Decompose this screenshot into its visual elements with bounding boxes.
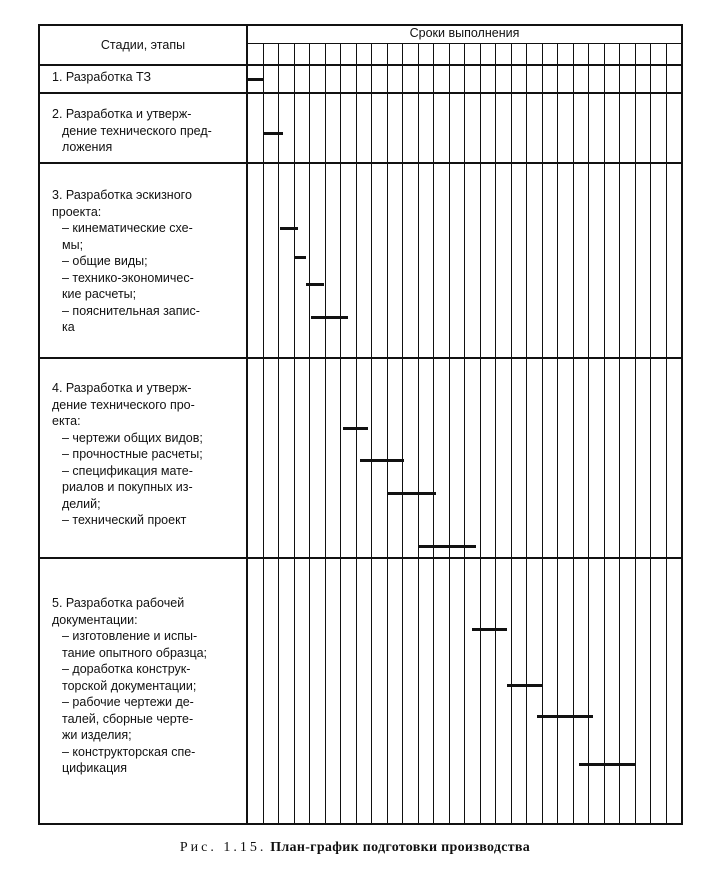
stage-4-line-9: – технический проект <box>62 513 187 527</box>
table-border-left <box>38 24 40 825</box>
stage-4-line-6: – спецификация мате- <box>62 463 193 478</box>
stage-1-text <box>52 69 151 86</box>
stage-5-line-6: торской документации; <box>62 678 197 693</box>
timeline-grid-line <box>511 44 512 823</box>
stage-4-line-5: – прочностные расчеты; <box>62 447 203 461</box>
timeline-grid-line <box>278 44 279 823</box>
stage-5-line-7: – рабочие чертежи де- <box>62 695 194 709</box>
timeline-grid-line <box>526 44 527 823</box>
stage-5-text <box>52 595 207 777</box>
task-bar <box>507 684 543 687</box>
timeline-grid-line <box>263 44 264 823</box>
timeline-grid-line <box>557 44 558 823</box>
figure-title: План-график подготовки производства <box>270 840 531 855</box>
stage-5-line-8: талей, сборные черте- <box>62 711 194 726</box>
stage-4-line-4: – чертежи общих видов; <box>62 430 203 445</box>
timeline-grid-line <box>402 44 403 823</box>
stage-5-line-4: тание опытного образца; <box>62 645 208 660</box>
task-bar <box>343 427 368 430</box>
timeline-grid-line <box>449 44 450 823</box>
timeline-grid-line <box>418 44 419 823</box>
stage-5-line-10: – конструкторская спе- <box>62 744 196 759</box>
stages-column-divider <box>246 24 248 825</box>
stage-1-line-1: 1. Разработка ТЗ <box>52 70 152 84</box>
table-border-right <box>681 24 683 825</box>
timeline-grid-line <box>433 44 434 823</box>
timeline-grid-line <box>340 44 341 823</box>
timeline-grid-line <box>604 44 605 823</box>
timeline-grid-line <box>573 44 574 823</box>
stage-5-line-2: документации: <box>52 612 138 627</box>
stage-5-line-5: – доработка конструк- <box>62 662 191 676</box>
timeline-grid-line <box>635 44 636 823</box>
timeline-grid-line <box>666 44 667 823</box>
task-bar <box>306 283 325 286</box>
figure-caption <box>0 840 710 856</box>
stage-4-line-7: риалов и покупных из- <box>62 480 193 494</box>
stage-3-line-1: 3. Разработка эскизного <box>52 188 192 202</box>
stage-3-line-6: – технико-экономичес- <box>62 270 194 285</box>
stage-5-line-1: 5. Разработка рабочей <box>52 596 185 610</box>
stage-3-line-3: – кинематические схе- <box>62 221 193 235</box>
stage-3-line-4: мы; <box>62 237 84 252</box>
stage-4-line-2: дение технического про- <box>52 397 195 412</box>
timeline-grid-line <box>387 44 388 823</box>
timeline-grid-line <box>542 44 543 823</box>
task-bar <box>579 763 636 766</box>
stage-3-text <box>52 187 200 336</box>
stage-2-line-3: ложения <box>62 140 113 154</box>
stage-5-line-9: жи изделия; <box>62 728 132 742</box>
row-divider-2 <box>38 162 683 164</box>
stage-4-line-8: делий; <box>62 496 101 511</box>
timeline-grid-line <box>356 44 357 823</box>
stage-4-text <box>52 380 203 529</box>
stage-4-line-1: 4. Разработка и утверж- <box>52 381 192 395</box>
task-bar <box>360 459 403 462</box>
task-bar <box>419 545 476 548</box>
row-divider-4 <box>38 557 683 559</box>
timeline-grid-line <box>650 44 651 823</box>
header-row-divider <box>38 64 683 66</box>
stage-5-line-11: цификация <box>62 761 128 775</box>
task-bar <box>247 78 264 81</box>
timeline-header: Сроки выполнения <box>409 26 520 40</box>
task-bar <box>294 256 306 259</box>
timeline-grid-line <box>495 44 496 823</box>
task-bar <box>388 492 436 495</box>
timeline-grid-line <box>588 44 589 823</box>
timeline-grid-line <box>464 44 465 823</box>
task-bar <box>537 715 593 718</box>
row-divider-1 <box>38 92 683 94</box>
stage-3-line-2: проекта: <box>52 204 102 219</box>
stage-2-line-1: 2. Разработка и утверж- <box>52 107 192 121</box>
stage-2-text <box>52 106 212 156</box>
stage-3-line-5: – общие виды; <box>62 254 148 268</box>
stage-3-line-7: кие расчеты; <box>62 287 137 301</box>
timeline-grid-line <box>371 44 372 823</box>
task-bar <box>263 132 283 135</box>
stage-2-line-2: дение технического пред- <box>62 123 212 138</box>
task-bar <box>311 316 348 319</box>
figure-number: Рис. 1.15. <box>179 840 267 855</box>
stage-3-line-9: ка <box>62 320 75 334</box>
timeline-grid-line <box>294 44 295 823</box>
stage-3-line-8: – пояснительная запис- <box>62 303 200 318</box>
timeline-grid-line <box>325 44 326 823</box>
timeline-grid-line <box>309 44 310 823</box>
task-bar <box>280 227 299 230</box>
stage-4-line-3: екта: <box>52 414 81 428</box>
table-border-bottom <box>38 823 683 825</box>
timeline-grid-line <box>619 44 620 823</box>
task-bar <box>472 628 508 631</box>
timeline-grid-line <box>480 44 481 823</box>
stage-5-line-3: – изготовление и испы- <box>62 629 198 643</box>
stages-header: Стадии, этапы <box>100 38 186 52</box>
row-divider-3 <box>38 357 683 359</box>
